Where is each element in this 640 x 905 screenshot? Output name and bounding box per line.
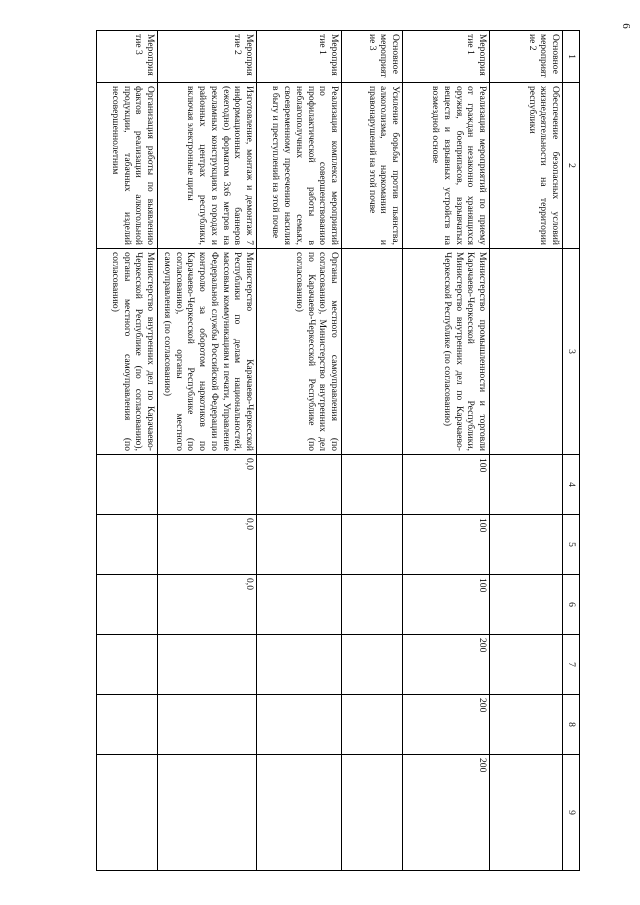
event-description-cell: Обеспечение безопасных условий жизнедеятельности на территории республики (490, 83, 563, 249)
event-description-cell: Реализация комплекса мероприятий по совершенствованию профилактической работы в неблагополучных семьях, своевременному пресечению насилия в быту и преступлений на этой почве (257, 83, 342, 249)
event-name-cell: Основное мероприятие 3 (342, 31, 403, 83)
value-cell (342, 695, 403, 755)
event-name-cell: Мероприятие 1 (403, 31, 490, 83)
table-row (403, 31, 490, 871)
value-cell (97, 635, 158, 695)
value-cell (490, 755, 563, 871)
event-name-cell: Мероприятие 2 (158, 31, 257, 83)
value-cell: 0,0 (158, 515, 257, 575)
header-cell: 9 (563, 755, 580, 871)
header-cell: 3 (563, 249, 580, 455)
rotated-table-wrapper (60, 30, 580, 870)
header-row (563, 31, 580, 871)
value-cell (490, 455, 563, 515)
header-cell: 7 (563, 635, 580, 695)
table-row (490, 31, 563, 871)
header-cell: 8 (563, 695, 580, 755)
value-cell (342, 515, 403, 575)
value-cell (257, 515, 342, 575)
event-description-cell: Изготовление, монтаж и демонтаж 7 информационных баннеров (ежегодно) форматом 3х6 метров на рекламных конструкциях в городах и районных центрах республики, включая электронные щиты (158, 83, 257, 249)
value-cell (342, 755, 403, 871)
event-description-cell: Организация работы по выявлению фактов реализации алкогольной продукции, табачных изделий несовершеннолетним (97, 83, 158, 249)
event-name-cell: Мероприятие 3 (97, 31, 158, 83)
executor-cell: Министерство Карачаево-Черкесской Республики по делам национальностей, массовым коммуникациям и печати, Управление Федеральной службы Российской Федерации по контролю за оборотом наркотиков по Карачаево-Черкесской Республике (по согласованию), органы местного самоуправления (по согласованию) (158, 249, 257, 455)
header-cell: 5 (563, 515, 580, 575)
value-cell (490, 515, 563, 575)
value-cell: 100 (403, 575, 490, 635)
value-cell (257, 635, 342, 695)
value-cell (97, 455, 158, 515)
value-cell (158, 755, 257, 871)
value-cell (97, 755, 158, 871)
value-cell (342, 455, 403, 515)
value-cell (97, 515, 158, 575)
executor-cell: Органы местного самоуправления (по согласованию), Министерство внутренних дел по Карачаево-Черкесской Республике (по согласованию) (257, 249, 342, 455)
executor-cell: Министерство внутренних дел по Карачаево-Черкесской Республике (по согласованию), органы местного самоуправления (по согласованию) (97, 249, 158, 455)
event-name-cell: Мероприятие 1 (257, 31, 342, 83)
header-cell: 6 (563, 575, 580, 635)
header-cell: 2 (563, 83, 580, 249)
header-cell: 4 (563, 455, 580, 515)
executor-cell (490, 249, 563, 455)
value-cell (158, 635, 257, 695)
value-cell (158, 695, 257, 755)
value-cell (257, 455, 342, 515)
table-row (158, 31, 257, 871)
value-cell (490, 575, 563, 635)
value-cell (97, 695, 158, 755)
table-row (257, 31, 342, 871)
table-row (97, 31, 158, 871)
value-cell: 0,0 (158, 575, 257, 635)
value-cell: 200 (403, 695, 490, 755)
value-cell (257, 755, 342, 871)
value-cell (490, 695, 563, 755)
value-cell (97, 575, 158, 635)
executor-cell: Министерство промышленности и торговли Карачаево-Черкесской Республики, Министерство внутренних дел по Карачаево-Черкесской Республике (по согласованию) (403, 249, 490, 455)
value-cell: 100 (403, 455, 490, 515)
page-number: 6 (619, 23, 632, 29)
value-cell: 0,0 (158, 455, 257, 515)
value-cell (342, 575, 403, 635)
value-cell: 100 (403, 515, 490, 575)
value-cell (490, 635, 563, 695)
value-cell (342, 635, 403, 695)
header-cell: 1 (563, 31, 580, 83)
event-description-cell: Усиление борьбы против пьянства, алкоголизма, наркомании и правонарушений на этой почве (342, 83, 403, 249)
value-cell: 200 (403, 755, 490, 871)
value-cell: 200 (403, 635, 490, 695)
event-name-cell: Основное мероприятие 2 (490, 31, 563, 83)
executor-cell (342, 249, 403, 455)
value-cell (257, 575, 342, 635)
program-table (96, 30, 580, 871)
event-description-cell: Реализация мероприятий по приему от граждан незаконно хранящихся оружия, боеприпасов, взрывчатых веществ и взрывных устройств на возмездной основе (403, 83, 490, 249)
table-row (342, 31, 403, 871)
value-cell (257, 695, 342, 755)
